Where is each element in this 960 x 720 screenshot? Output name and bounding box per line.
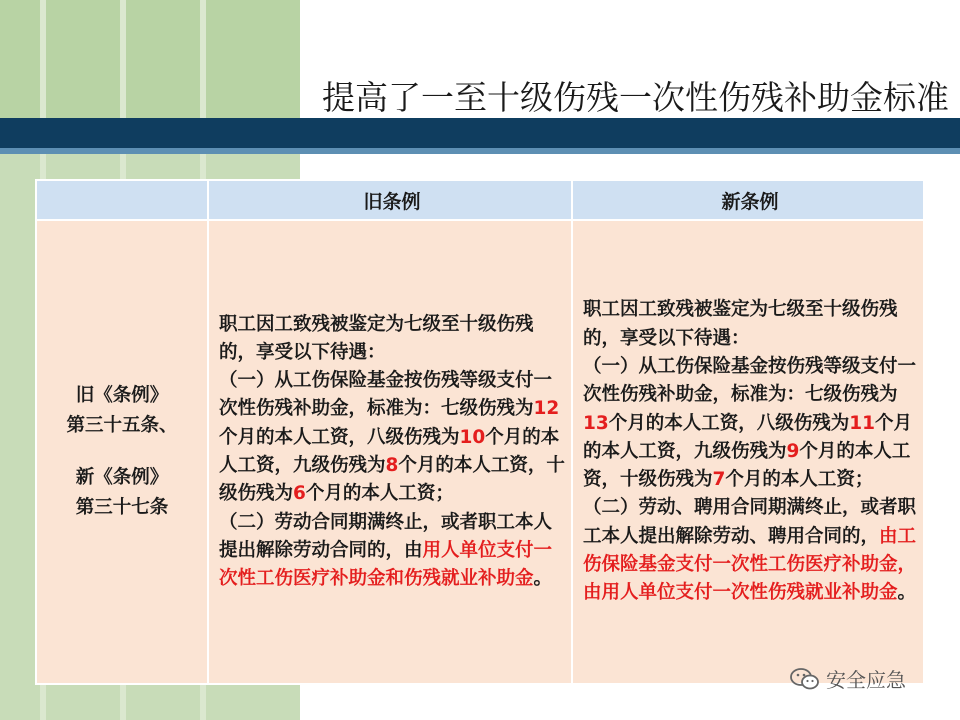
new-value-grade8: 11 (849, 412, 876, 434)
comparison-table (35, 179, 925, 685)
old-paragraph-1: 职工因工致残被鉴定为七级至十级伤残的，享受以下待遇： (219, 313, 534, 363)
new-highlight: 由工伤保险基金支付一次性工伤医疗补助金，由用人单位支付一次性伤残就业补助金 (583, 525, 917, 604)
old-highlight: 用人单位支付一次性工伤医疗补助金和伤残就业补助金 (219, 539, 553, 590)
old-value-grade9: 8 (385, 455, 399, 476)
old-value-grade8: 10 (459, 426, 486, 448)
new-value-grade10: 7 (712, 469, 726, 491)
new-paragraph-3: （二）劳动、聘用合同期满终止，或者职工本人提出解除劳动、聘用合同的，由工伤保险基金支付一次性工伤医疗补助金，由用人单位支付一次性伤残就业补助金。 (583, 497, 917, 604)
new-value-grade9: 9 (786, 440, 800, 462)
title-bar-accent (0, 148, 960, 154)
new-paragraph-1: 职工因工致残被鉴定为七级至十级伤残的，享受以下待遇： (583, 299, 898, 349)
table-row (36, 220, 924, 684)
old-regulation-cell (208, 220, 572, 684)
table-header-row (36, 180, 924, 220)
old-paragraph-3: （二）劳动合同期满终止，或者职工本人提出解除劳动合同的，由用人单位支付一次性工伤医疗补助金和伤残就业补助金。 (219, 511, 553, 590)
reference-line: 第三十五条、 (66, 415, 178, 436)
header-new: 新条例 (572, 180, 924, 220)
new-paragraph-2: （一）从工伤保险基金按伤残等级支付一次性伤残补助金，标准为：七级伤残为13个月的本人工资，八级伤残为11个月的本人工资，九级伤残为9个月的本人工资，十级伤残为7个月的本人工资； (583, 355, 917, 491)
wechat-icon (790, 667, 820, 691)
old-value-grade7: 12 (533, 398, 560, 420)
title-bar (0, 118, 960, 148)
watermark (790, 664, 906, 693)
header-old: 旧条例 (208, 180, 572, 220)
page-title: 提高了一至十级伤残一次性伤残补助金标准 (322, 78, 949, 117)
reference-line: 第三十七条 (75, 497, 169, 518)
reference-cell (36, 220, 208, 684)
old-value-grade10: 6 (293, 483, 306, 505)
new-value-grade7: 13 (583, 412, 609, 434)
reference-line: 新《条例》 (75, 467, 169, 488)
old-paragraph-2: （一）从工伤保险基金按伤残等级支付一次性伤残补助金，标准为：七级伤残为12个月的本人工资，八级伤残为10个月的本人工资，九级伤残为8个月的本人工资，十级伤残为6个月的本人工资； (219, 370, 565, 505)
reference-line: 旧《条例》 (75, 385, 169, 406)
watermark-text: 安全应急 (826, 668, 906, 692)
header-reference (36, 180, 208, 220)
new-regulation-cell (572, 220, 924, 684)
